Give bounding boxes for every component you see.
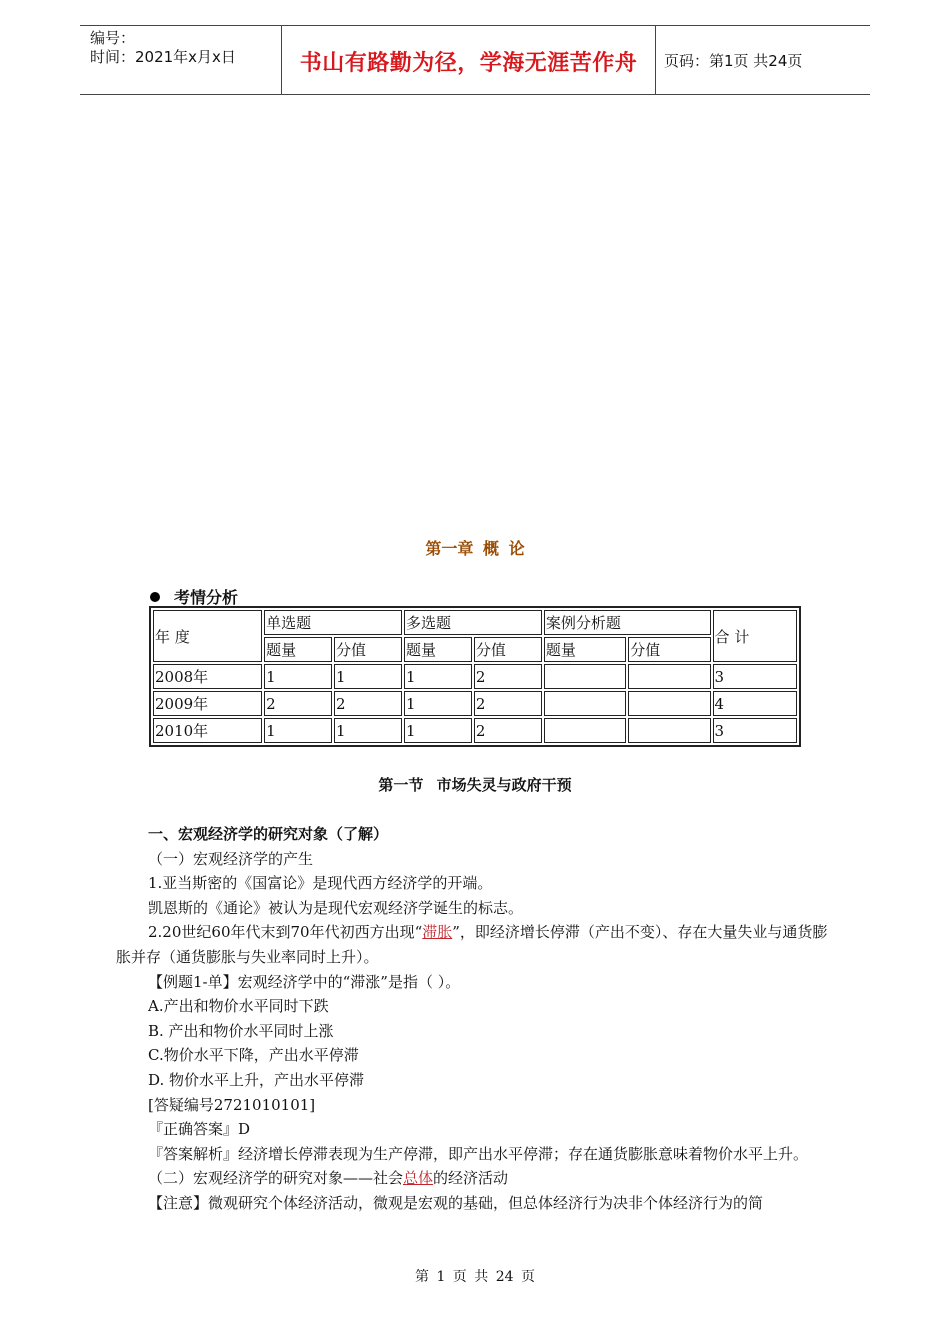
- header-motto: 书山有路勤为径，学海无涯苦作舟: [299, 51, 638, 76]
- table-cell: 1: [404, 691, 472, 716]
- table-cell: 2: [334, 691, 402, 716]
- time-label: 时间：2021年x月x日: [90, 48, 236, 66]
- sub-header: 分值: [474, 637, 542, 662]
- table-cell: [544, 664, 626, 689]
- text-span: 的经济活动: [433, 1169, 509, 1188]
- total-cell: 3: [713, 718, 797, 743]
- table-cell: 1: [334, 718, 402, 743]
- subheading: [116, 1166, 838, 1191]
- option-c: C.物价水平下降，产出水平停滞: [148, 1046, 359, 1065]
- qa-number: [答疑编号2721010101]: [148, 1095, 316, 1114]
- paragraph: [116, 920, 838, 969]
- heading-research-object: 一、宏观经济学的研究对象（了解）: [148, 825, 389, 843]
- sub-header: 分值: [628, 637, 710, 662]
- table-header-row: [153, 610, 797, 635]
- paragraph: 1.亚当斯密的《国富论》是现代西方经济学的开端。: [148, 874, 493, 893]
- table-cell: [628, 691, 710, 716]
- sub-header: 题量: [264, 637, 332, 662]
- chapter-title: 第一章 概 论: [425, 539, 525, 558]
- total-header: 合 计: [713, 610, 797, 662]
- note: 【注意】微观研究个体经济活动，微观是宏观的基础，但总体经济行为决非个体经济行为的简: [148, 1193, 764, 1212]
- sub-header: 分值: [334, 637, 402, 662]
- header-divider: [655, 26, 656, 94]
- answer-analysis: 『答案解析』经济增长停滞表现为生产停滞，即产出水平停滞；存在通货膨胀意味着物价水平上升。: [148, 1144, 809, 1163]
- table-cell: 2: [474, 718, 542, 743]
- header-page-code: 页码：第1页 共24页: [664, 52, 803, 70]
- table-cell: 1: [404, 664, 472, 689]
- sub-header: 题量: [404, 637, 472, 662]
- analysis-heading: [150, 585, 238, 608]
- correct-answer: 『正确答案』D: [148, 1120, 251, 1139]
- table-cell: 1: [264, 664, 332, 689]
- table-row: [153, 664, 797, 689]
- highlight-link[interactable]: 总体: [403, 1169, 434, 1188]
- text-span: ”，即经济增长停滞（产出不变）、存在大量失业与通货膨胀并存（通货膨胀与失业率同时上升）。: [116, 923, 828, 966]
- analysis-title: 考情分析: [174, 588, 239, 607]
- option-b: B. 产出和物价水平同时上涨: [148, 1021, 334, 1040]
- table-cell: 2: [474, 664, 542, 689]
- group-header: 案例分析题: [544, 610, 711, 635]
- text-span: 2.20世纪60年代末到70年代初西方出现“: [148, 923, 423, 942]
- option-d: D. 物价水平上升，产出水平停滞: [148, 1070, 365, 1089]
- header-meta: [90, 29, 236, 67]
- year-cell: 2008年: [153, 664, 262, 689]
- sub-header: 题量: [544, 637, 626, 662]
- table-cell: 1: [334, 664, 402, 689]
- subheading: （一）宏观经济学的产生: [148, 849, 314, 868]
- year-cell: 2010年: [153, 718, 262, 743]
- table-cell: 2: [474, 691, 542, 716]
- page-footer: 第 1 页 共 24 页: [415, 1269, 535, 1285]
- year-header: 年 度: [153, 610, 262, 662]
- exam-stats-table: [149, 606, 801, 747]
- table-cell: [628, 718, 710, 743]
- highlight-link[interactable]: 滞胀: [422, 923, 453, 942]
- text-span: （二）宏观经济学的研究对象——社会: [148, 1169, 404, 1188]
- table-cell: [628, 664, 710, 689]
- example-question: 【例题1-单】宏观经济学中的“滞涨”是指（ ）。: [148, 972, 461, 991]
- table-cell: [544, 691, 626, 716]
- option-a: A.产出和物价水平同时下跌: [148, 997, 329, 1016]
- number-label: 编号：: [90, 29, 136, 47]
- body-text: [116, 822, 838, 1216]
- table-cell: 1: [404, 718, 472, 743]
- table-row: [153, 718, 797, 743]
- page-header: [80, 25, 870, 95]
- table-row: [153, 691, 797, 716]
- table-cell: 2: [264, 691, 332, 716]
- total-cell: 3: [713, 664, 797, 689]
- group-header: 单选题: [264, 610, 402, 635]
- section-title: 第一节 市场失灵与政府干预: [378, 776, 572, 794]
- table-cell: [544, 718, 626, 743]
- year-cell: 2009年: [153, 691, 262, 716]
- table-cell: 1: [264, 718, 332, 743]
- total-cell: 4: [713, 691, 797, 716]
- bullet-icon: [150, 592, 160, 602]
- paragraph: 凯恩斯的《通论》被认为是现代宏观经济学诞生的标志。: [148, 898, 524, 917]
- group-header: 多选题: [404, 610, 542, 635]
